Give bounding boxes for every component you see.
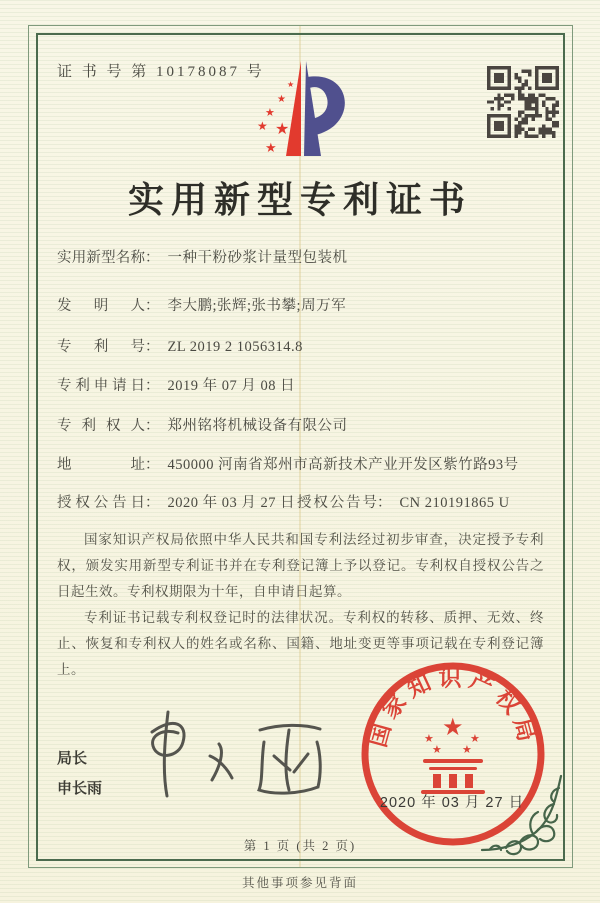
page-number: 第 1 页 (共 2 页) [243, 839, 357, 853]
field-value: ZL 2019 2 1056314.8 [167, 339, 303, 355]
seal-text: 国家知识产权局 [365, 665, 541, 750]
certificate-number: 证 书 号 第 10178087 号 [57, 64, 265, 80]
back-side-note: 其他事项参见背面 [241, 876, 358, 890]
signoff-block [57, 744, 102, 804]
svg-text:★: ★ [257, 119, 268, 133]
field-grant-date: 授权公告日： 2020 年 03 月 27 日 [57, 495, 295, 511]
field-label: 实用新型名称 [57, 250, 145, 266]
field-label: 专利申请日 [57, 378, 145, 394]
field-label: 专利号 [57, 339, 145, 355]
svg-text:★: ★ [287, 80, 295, 89]
field-patent-number: 专利号： ZL 2019 2 1056314.8 [57, 335, 560, 356]
legal-paragraph-2: 专利证书记载专利权登记时的法律状况。专利权的转移、质押、无效、终止、恢复和专利权人的姓名或名称、国籍、地址变更等事项记载在专利登记簿上。 [57, 610, 544, 677]
certificate-title: 实用新型专利证书 [127, 180, 472, 220]
field-value: 郑州铭将机械设备有限公司 [167, 418, 348, 434]
field-value: CN 210191865 U [399, 495, 510, 511]
svg-text:★: ★ [462, 744, 472, 756]
field-address: 地址： 450000 河南省郑州市高新技术产业开发区紫竹路93号 [57, 453, 560, 474]
svg-text:★: ★ [277, 94, 286, 105]
svg-text:★: ★ [442, 715, 464, 741]
qr-code [487, 66, 559, 138]
field-label: 授权公告日 [57, 495, 145, 511]
field-label: 授权公告号 [297, 495, 377, 511]
field-label: 专利权人 [57, 418, 145, 434]
field-value: 2020 年 03 月 27 日 [167, 495, 296, 511]
field-grant-row [57, 491, 560, 512]
field-value: 2019 年 07 月 08 日 [167, 378, 296, 394]
field-utility-model-name: 实用新型名称： 一种干粉砂浆计量型包装机 [57, 246, 560, 267]
svg-text:★: ★ [424, 733, 434, 745]
field-label: 发明人 [57, 298, 145, 314]
seal-date: 2020 年 03 月 27 日 [379, 795, 525, 811]
director-signature [122, 700, 337, 810]
field-value: 一种干粉砂浆计量型包装机 [167, 250, 348, 266]
svg-text:★: ★ [265, 140, 277, 155]
field-value: 李大鹏;张辉;张书攀;周万军 [167, 298, 347, 314]
field-value: 450000 河南省郑州市高新技术产业开发区紫竹路93号 [167, 457, 519, 473]
cnipa-logo-icon [243, 56, 361, 164]
field-grant-number: 授权公告号： CN 210191865 U [297, 491, 510, 512]
field-inventors: 发明人： 李大鹏;张辉;张书攀;周万军 [57, 294, 560, 315]
svg-text:★: ★ [275, 121, 290, 138]
field-patentee: 专利权人： 郑州铭将机械设备有限公司 [57, 414, 560, 435]
director-name: 申长雨 [57, 781, 103, 797]
field-label: 地址 [57, 457, 145, 473]
svg-text:★: ★ [470, 733, 480, 745]
director-title: 局长 [57, 751, 88, 767]
svg-text:★: ★ [265, 107, 275, 119]
field-filing-date: 专利申请日： 2019 年 07 月 08 日 [57, 374, 560, 395]
legal-paragraph-1: 国家知识产权局依照中华人民共和国专利法经过初步审查，决定授予专利权，颁发实用新型专利证书并在专利登记簿上予以登记。专利权自授权公告之日起生效。专利权期限为十年，自申请日起算。 [57, 532, 544, 599]
svg-text:★: ★ [432, 744, 442, 756]
